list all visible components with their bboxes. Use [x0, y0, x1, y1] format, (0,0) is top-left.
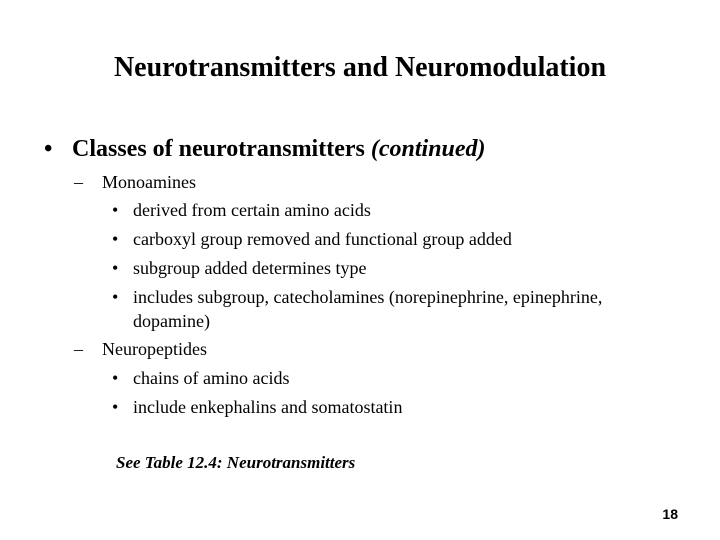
- bullet-marker: •: [112, 287, 119, 307]
- list-item-text: subgroup added determines type: [133, 258, 367, 278]
- list-item-text: carboxyl group removed and functional group added: [133, 229, 512, 249]
- bullet-marker: •: [112, 368, 119, 388]
- bullet-marker: •: [44, 136, 53, 162]
- section-heading-text: Neuropeptides: [102, 339, 207, 359]
- section-heading-text: Monoamines: [102, 172, 196, 192]
- main-bullet-text: [72, 134, 486, 164]
- main-bullet-label: Classes of neurotransmitters: [72, 136, 371, 162]
- dash-marker: –: [74, 339, 83, 359]
- bullet-marker: •: [112, 397, 119, 417]
- list-item-text: include enkephalins and somatostatin: [133, 397, 403, 417]
- slide-title: Neurotransmitters and Neuromodulation: [113, 52, 607, 83]
- bullet-marker: •: [112, 258, 119, 278]
- dash-marker: –: [74, 172, 83, 192]
- bullet-marker: •: [112, 229, 119, 249]
- page-number: 18: [662, 506, 678, 522]
- list-item-text: chains of amino acids: [133, 368, 290, 388]
- list-item-text: derived from certain amino acids: [133, 200, 371, 220]
- table-reference: See Table 12.4: Neurotransmitters: [116, 453, 356, 472]
- list-item-text: includes subgroup, catecholamines (norepinephrine, epinephrine, dopamine): [133, 287, 603, 331]
- main-bullet-emphasis: (continued): [370, 136, 486, 162]
- bullet-marker: •: [112, 200, 119, 220]
